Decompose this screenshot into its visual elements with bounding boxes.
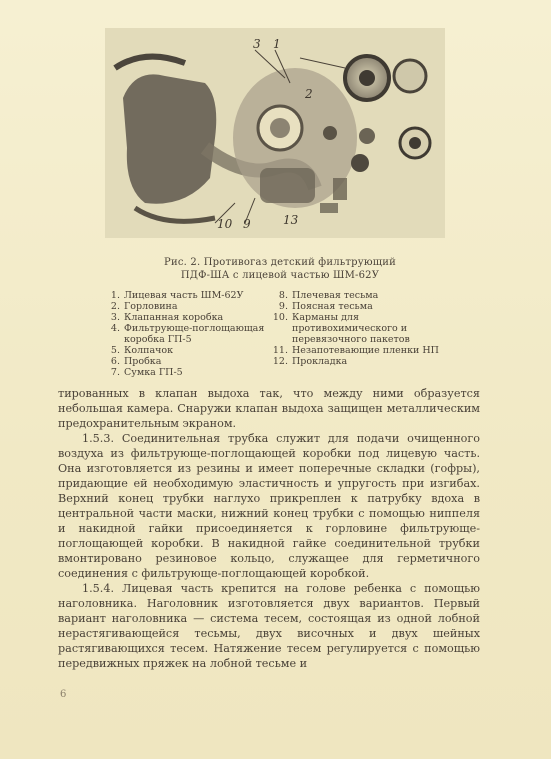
legend-item: 1. Лицевая часть ШМ-62У: [110, 290, 244, 301]
paragraph-1-5-4: 1.5.4. Лицевая часть крепится на голове ребенка с помощью наголовника. Наголовник изготовляется двух вариантов. Первый вариант наголовника — система тесем, состоящая из одной лобной нерастягивающейся тесьмы, двух височных и двух шейных растягивающихся тесем. Натяжение тесем регулируется с помощью передвижных пряжек на лобной тесьме и: [58, 582, 480, 670]
legend-item: 8. Плечевая тесьма: [278, 290, 379, 301]
bag-shape: [123, 74, 216, 203]
caption-line-2: ПДФ-ША с лицевой частью ШМ-62У: [180, 270, 380, 281]
gas-mask-drawing: [105, 28, 445, 238]
callout-13: 13: [283, 213, 299, 227]
legend-left-column: [98, 290, 268, 378]
callout-10: 10: [217, 217, 233, 231]
figure-caption: [130, 256, 430, 282]
paragraph-continuation: тированных в клапан выдоха так, что между ними образуется небольшая камера. Снаружи клапан выдоха защищен металлическим предохранительным экраном.: [58, 387, 480, 430]
body-text: [58, 386, 480, 671]
legend-item: 3. Клапанная коробка: [110, 312, 224, 323]
legend-item: 4. Фильтрующе-поглощающая коробка ГП-5: [110, 323, 265, 345]
legend-item: 10. Карманы для противохимического и перевязочного пакетов: [272, 312, 410, 345]
callout-3: 3: [253, 37, 261, 51]
legend-item: 11. Незапотевающие пленки НП: [272, 345, 439, 356]
callout-1: 1: [273, 37, 281, 51]
page-number: 6: [60, 689, 67, 700]
callout-9: 9: [243, 217, 251, 231]
legend-item: 6. Пробка: [110, 356, 162, 367]
legend-item: 12. Прокладка: [272, 356, 348, 367]
gas-mask-illustration: [105, 28, 445, 238]
callout-2: 2: [305, 87, 313, 101]
legend-item: 2. Горловина: [110, 301, 178, 312]
paragraph-1-5-3: 1.5.3. Соединительная трубка служит для подачи очищенного воздуха из фильтрующе-поглощающей коробки под лицевую часть. Она изготовляется из резины и имеет поперечные складки (гофры), придающие ей необходимую эластичность и упругость при изгибах. Верхний конец трубки наглухо прикреплен к патрубку вдоха в центральной части маски, нижний конец трубки с помощью ниппеля и накидной гайки присоединяется к горловине фильтрующе-поглощающей коробки. В накидной гайке соединительной трубки вмонтировано резиновое кольцо, служащее для герметичного соединения с фильтрующе-поглощающей коробкой.: [58, 432, 480, 580]
caption-line-1: Рис. 2. Противогаз детский фильтрующий: [164, 257, 396, 268]
round-part-2: [394, 60, 426, 92]
legend-right-column: [266, 290, 466, 367]
legend-item: 9. Поясная тесьма: [278, 301, 373, 312]
canister-shape: [260, 168, 315, 203]
legend-item: 5. Колпачок: [110, 345, 174, 356]
legend-item: 7. Сумка ГП-5: [110, 367, 183, 378]
